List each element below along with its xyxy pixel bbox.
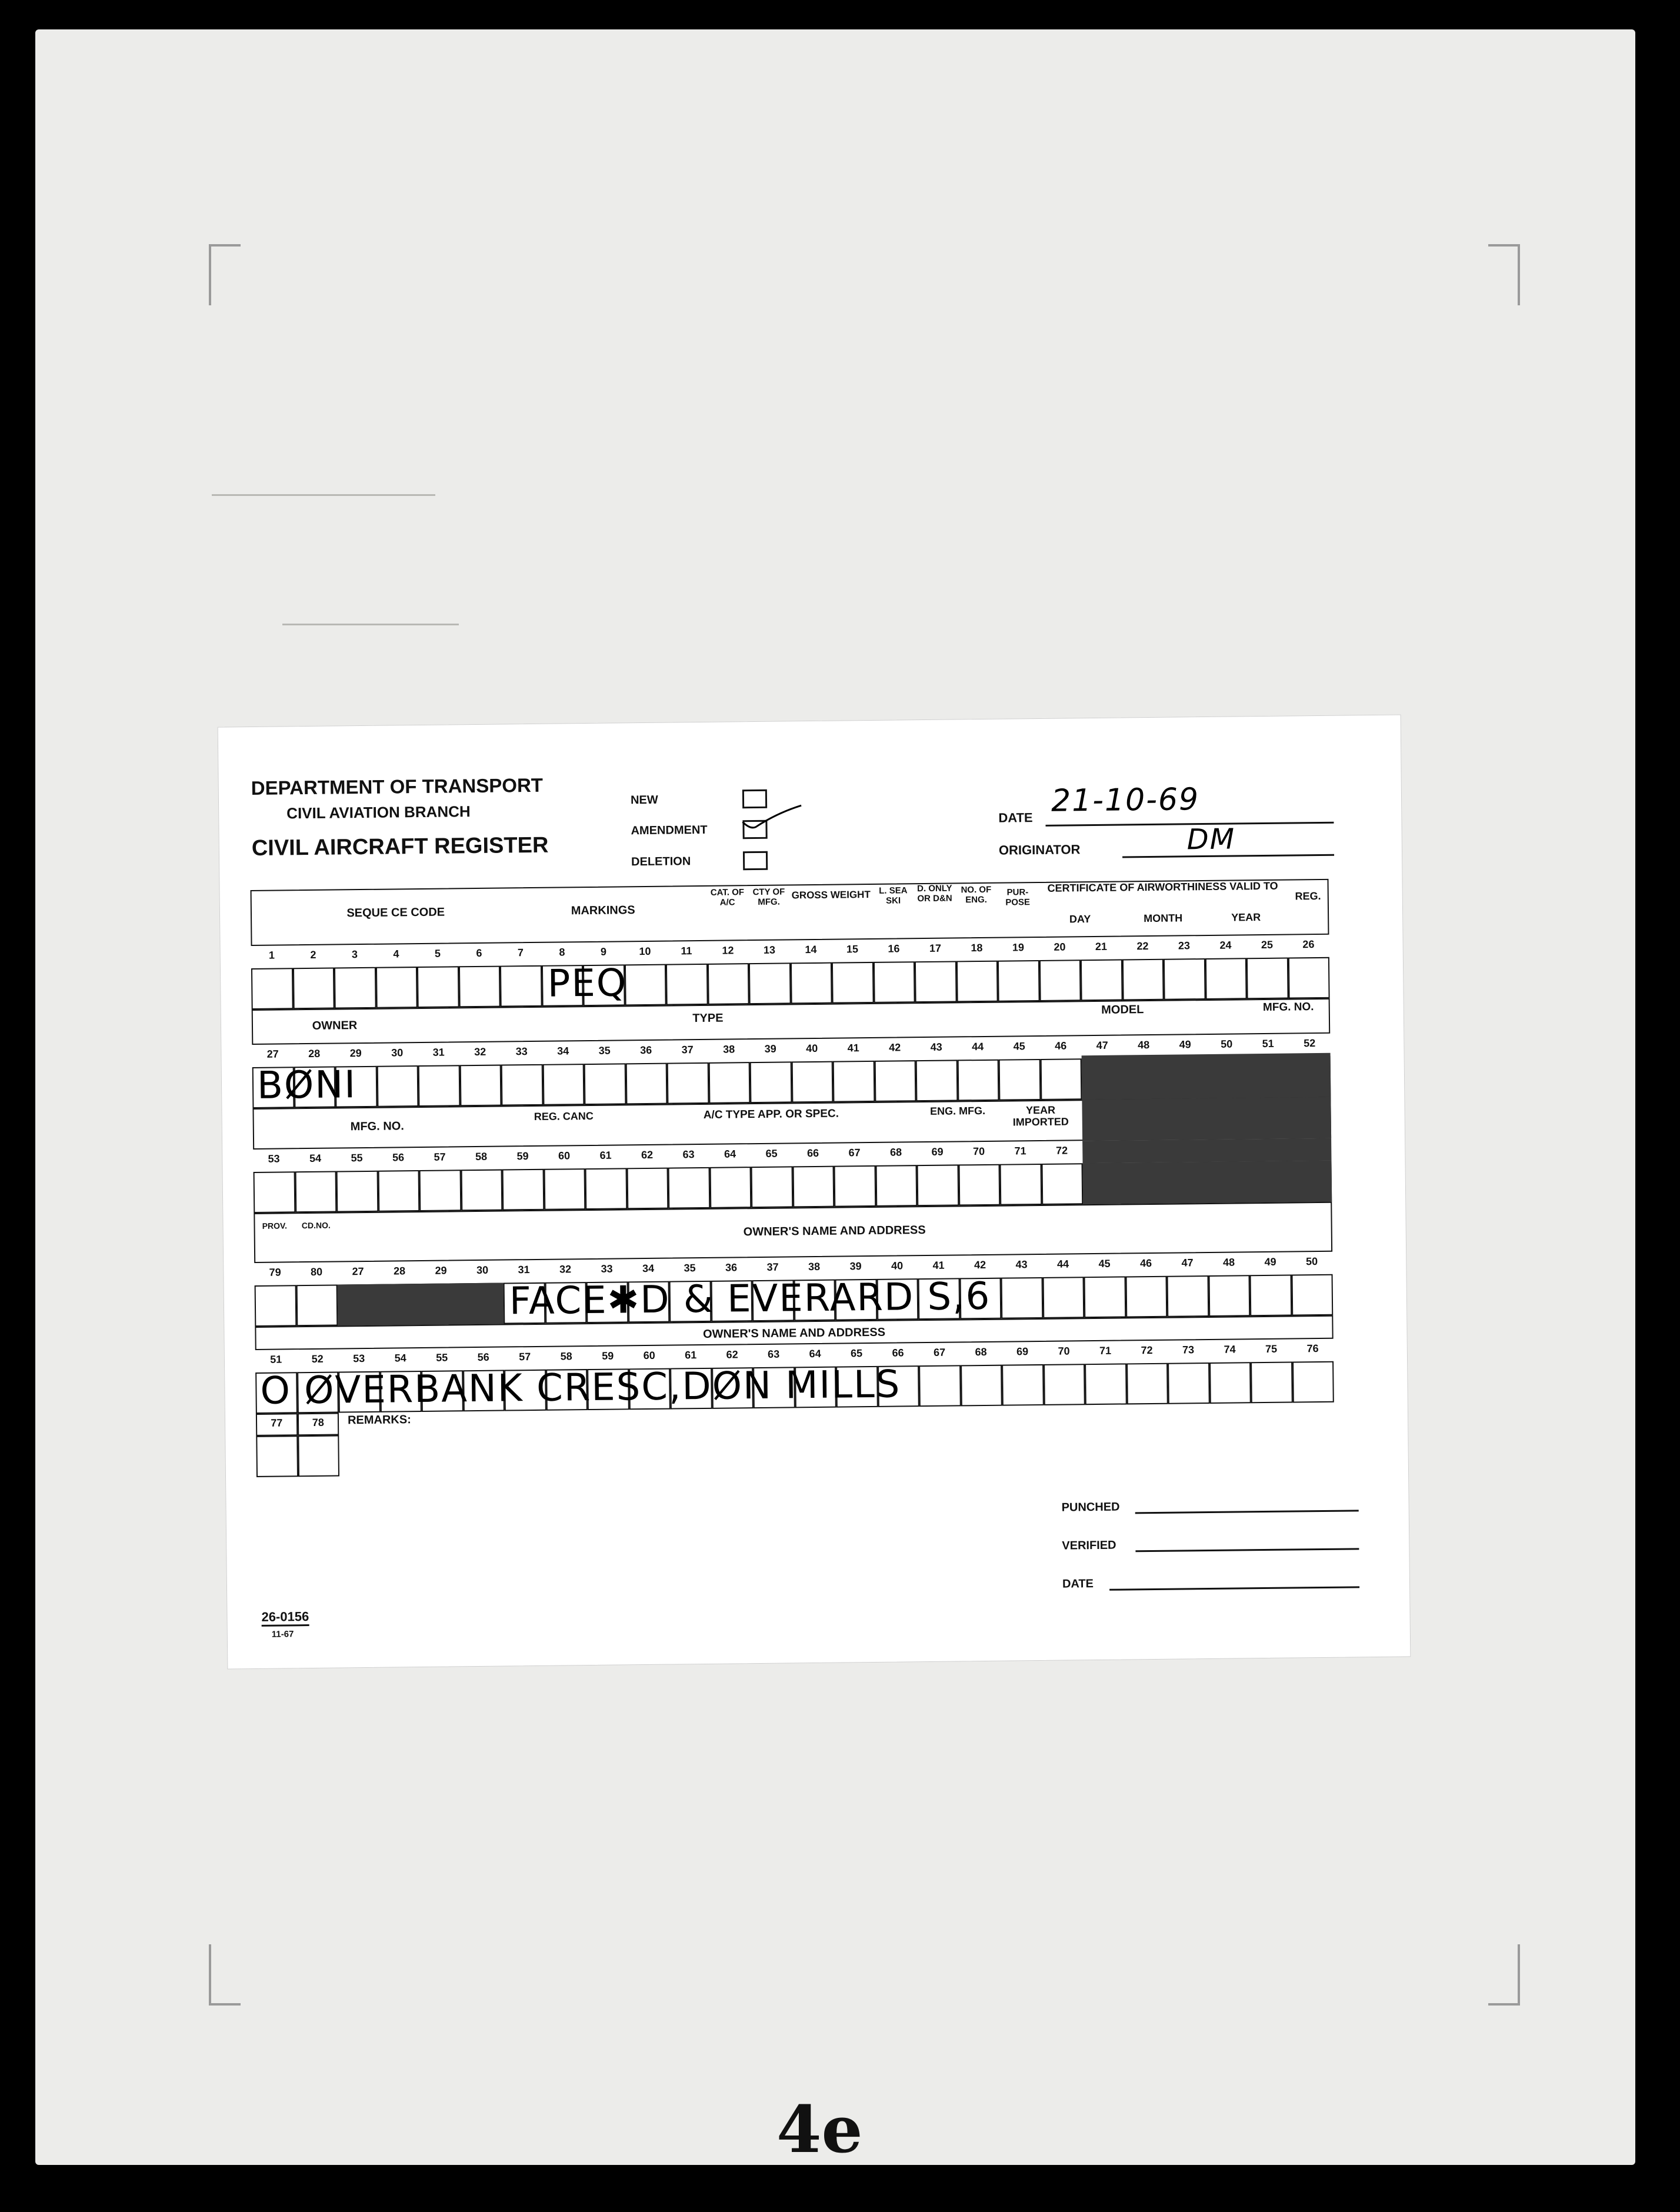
row5-col-number: 75	[1265, 1342, 1278, 1355]
row1-entry-cell[interactable]	[666, 964, 708, 1005]
row1-col-number: 17	[929, 942, 942, 954]
row3-entry-cell[interactable]	[751, 1166, 793, 1208]
row5-entry-cell[interactable]	[1002, 1364, 1044, 1406]
row1-col-number: 14	[805, 943, 817, 956]
row4-entry-cell[interactable]	[1250, 1275, 1292, 1317]
row3-col-number: 59	[516, 1150, 529, 1162]
row1-col-number: 2	[310, 948, 316, 961]
row1-entry-cell[interactable]	[1081, 959, 1122, 1001]
row3-col-number: 53	[268, 1152, 280, 1165]
row1-col-number: 5	[434, 947, 441, 960]
row3-col-number: 69	[931, 1145, 944, 1158]
row2-col-number: 47	[1096, 1039, 1108, 1051]
row4-entry-cell[interactable]	[1208, 1275, 1250, 1317]
row5-entry-cell[interactable]	[1209, 1362, 1251, 1404]
row1-col-number: 4	[393, 948, 399, 960]
row6-col-number: 78	[312, 1416, 324, 1428]
row5-col-number: 74	[1224, 1343, 1236, 1355]
row4-col-number: 33	[601, 1262, 613, 1275]
row1-entry-cell[interactable]	[334, 967, 376, 1009]
row3-entry-cell[interactable]	[378, 1170, 419, 1212]
row5-col-number: 57	[519, 1351, 531, 1363]
row5-col-number: 59	[602, 1350, 614, 1362]
ghost-mark	[212, 494, 435, 496]
row4-col-number: 41	[932, 1259, 945, 1271]
row1-col-number: 26	[1302, 938, 1315, 951]
row1-entry-cell[interactable]	[915, 961, 956, 1002]
row2-entry-cell[interactable]	[791, 1061, 833, 1103]
row2-entry-cell[interactable]	[459, 1065, 501, 1107]
row4-col-number: 48	[1222, 1256, 1235, 1268]
row1-col-number: 20	[1054, 941, 1066, 953]
form-number: 26-0156	[261, 1609, 309, 1627]
row2-entry-cell[interactable]	[501, 1064, 543, 1106]
row2-col-number: 43	[930, 1041, 942, 1053]
originator-label: ORIGINATOR	[998, 842, 1081, 858]
reg-header: REG.	[1295, 890, 1321, 902]
row5-col-number: 56	[477, 1351, 489, 1364]
row3-entry-cell[interactable]	[792, 1166, 834, 1208]
deletion-checkbox[interactable]	[743, 851, 768, 870]
row5-entry-cell[interactable]	[1044, 1364, 1085, 1405]
row4-entry-cell[interactable]	[1001, 1277, 1043, 1319]
row5-entry-cell[interactable]	[1126, 1363, 1168, 1405]
row1-col-number: 9	[600, 945, 607, 958]
row3-col-number: 58	[475, 1150, 488, 1163]
verified-line	[1135, 1548, 1359, 1552]
row2-col-number: 48	[1138, 1039, 1150, 1051]
row5-col-number: 66	[892, 1347, 904, 1359]
markings-value[interactable]: PEQ	[547, 961, 628, 1006]
row1-entry-cell[interactable]	[292, 968, 334, 1010]
row4-entry-cell[interactable]	[296, 1284, 338, 1326]
new-label: NEW	[630, 793, 658, 807]
row2-col-number: 35	[598, 1044, 611, 1057]
row6-entry-cell[interactable]	[256, 1435, 298, 1477]
row3-col-number: 55	[351, 1152, 363, 1164]
row4-col-number: 46	[1139, 1257, 1152, 1270]
sea-ski-header: L. SEA SKI	[879, 885, 908, 906]
row2-entry-cell[interactable]	[542, 1064, 584, 1105]
row4-col-number: 29	[435, 1264, 447, 1277]
row2-col-number: 36	[640, 1044, 652, 1057]
row1-col-number: 18	[971, 941, 983, 954]
row2-col-number: 27	[266, 1048, 279, 1060]
row3-col-number: 68	[889, 1146, 902, 1158]
row2-col-number: 37	[681, 1044, 694, 1056]
row5-col-number: 64	[809, 1347, 821, 1360]
date-label: DATE	[998, 810, 1033, 825]
row2-entry-cell[interactable]	[667, 1062, 709, 1104]
deletion-label: DELETION	[631, 855, 691, 869]
row6-entry-cell[interactable]	[298, 1435, 339, 1477]
originator-value[interactable]: DM	[1186, 822, 1236, 857]
row4-entry-cell[interactable]	[1042, 1277, 1084, 1318]
owner-address-value[interactable]: O ØVERBANK CRESC,DØN MILLS	[260, 1362, 901, 1413]
row3-entry-cell[interactable]	[1000, 1164, 1042, 1205]
row3-entry-cell[interactable]	[254, 1171, 295, 1213]
row5-col-number: 67	[933, 1346, 946, 1358]
row1-col-number: 15	[846, 943, 859, 955]
owner-header: OWNER	[312, 1019, 358, 1032]
crop-mark-bottom-right	[1488, 1944, 1520, 2006]
row3-entry-cell[interactable]	[875, 1165, 917, 1207]
row5-col-number: 54	[394, 1352, 406, 1364]
shaded-block	[1082, 1097, 1331, 1141]
row3-col-number: 71	[1014, 1145, 1026, 1157]
row1-col-number: 25	[1261, 938, 1274, 951]
month-header: MONTH	[1144, 912, 1183, 925]
row4-col-number: 37	[766, 1261, 779, 1273]
row1-entry-cell[interactable]	[1039, 960, 1081, 1001]
row2-entry-cell[interactable]	[916, 1060, 958, 1101]
row2-entry-cell[interactable]	[376, 1065, 418, 1107]
row1-entry-cell[interactable]	[1288, 957, 1329, 999]
register-card	[218, 715, 1411, 1670]
crop-mark-top-right	[1488, 244, 1520, 305]
eng-mfg-header: ENG. MFG.	[929, 1104, 986, 1117]
row4-col-number: 39	[849, 1260, 862, 1272]
row5-col-number: 62	[726, 1348, 738, 1361]
row3-col-number: 60	[558, 1150, 571, 1162]
row2-col-number: 51	[1262, 1037, 1274, 1050]
row2-col-number: 34	[557, 1045, 569, 1057]
row5-col-number: 68	[975, 1345, 987, 1358]
row5-col-number: 60	[643, 1349, 655, 1362]
owner-value[interactable]: BØNI	[256, 1063, 357, 1108]
row2-entry-cell[interactable]	[750, 1061, 792, 1103]
row1-entry-cell[interactable]	[998, 960, 1039, 1002]
row3-entry-cell[interactable]	[544, 1168, 585, 1210]
shaded-block	[338, 1283, 504, 1326]
row5-col-number: 58	[560, 1350, 572, 1362]
row1-entry-cell[interactable]	[832, 962, 874, 1004]
row2-col-number: 30	[391, 1047, 404, 1059]
row2-col-number: 50	[1221, 1038, 1233, 1050]
row3-col-number: 65	[765, 1147, 778, 1160]
mfg-no-header: MFG. NO.	[350, 1120, 404, 1134]
row5-entry-cell[interactable]	[961, 1365, 1002, 1407]
row3-entry-cell[interactable]	[958, 1164, 1000, 1206]
footer-date-line	[1109, 1586, 1359, 1590]
row3-col-number: 67	[848, 1147, 861, 1159]
row5-entry-cell[interactable]	[1292, 1361, 1334, 1403]
row4-col-number: 47	[1181, 1257, 1194, 1269]
row2-col-number: 40	[806, 1042, 818, 1055]
row2-col-number: 28	[308, 1047, 321, 1060]
row6-col-number: 77	[271, 1417, 283, 1429]
row3-entry-cell[interactable]	[668, 1167, 710, 1209]
row4-col-number: 27	[352, 1265, 364, 1278]
punched-line	[1135, 1510, 1359, 1514]
row1-entry-cell[interactable]	[624, 964, 666, 1006]
row3-entry-cell[interactable]	[336, 1171, 378, 1212]
ac-type-header: A/C TYPE APP. OR SPEC.	[703, 1107, 839, 1121]
row5-col-number: 51	[270, 1353, 282, 1365]
cty-header: CTY OF MFG.	[752, 887, 785, 907]
date-value[interactable]: 21-10-69	[1051, 782, 1200, 819]
row4-entry-cell[interactable]	[1125, 1276, 1167, 1318]
certificate-header: CERTIFICATE OF AIRWORTHINESS VALID TO	[1047, 880, 1278, 894]
row3-col-number: 64	[724, 1148, 736, 1160]
row5-col-number: 55	[436, 1351, 448, 1364]
row1-entry-cell[interactable]	[1164, 958, 1205, 1000]
row1-entry-cell[interactable]	[500, 965, 542, 1007]
row2-col-number: 39	[764, 1042, 776, 1055]
row3-entry-cell[interactable]	[917, 1164, 959, 1206]
row1-entry-cell[interactable]	[1246, 958, 1288, 1000]
row2-entry-cell[interactable]	[584, 1063, 626, 1105]
row5-col-number: 70	[1058, 1345, 1070, 1357]
row3-col-number: 63	[682, 1148, 695, 1161]
row1-col-number: 19	[1012, 941, 1025, 954]
row5-col-number: 69	[1016, 1345, 1029, 1358]
row1-col-number: 8	[559, 946, 565, 958]
row3-col-number: 54	[309, 1152, 322, 1164]
row4-col-number: 43	[1015, 1258, 1028, 1271]
row3-col-number: 57	[434, 1151, 446, 1163]
row1-entry-cell[interactable]	[956, 961, 998, 1002]
row1-col-number: 16	[888, 942, 900, 955]
row4-col-number: 32	[559, 1263, 572, 1275]
crop-mark-top-left	[209, 244, 241, 305]
ghost-mark	[282, 624, 459, 625]
row1-entry-cell[interactable]	[749, 962, 791, 1004]
crop-mark-bottom-left	[209, 1944, 241, 2006]
row1-col-number: 7	[517, 947, 524, 959]
row3-entry-cell[interactable]	[585, 1168, 627, 1210]
model-header: MODEL	[1101, 1003, 1144, 1017]
row3-col-number: 62	[641, 1148, 654, 1161]
row2-col-number: 32	[474, 1045, 486, 1058]
row3-col-number: 56	[392, 1151, 405, 1164]
row1-entry-cell[interactable]	[707, 963, 749, 1005]
row4-col-number: 34	[642, 1262, 655, 1275]
row1-entry-cell[interactable]	[1205, 958, 1246, 1000]
gross-weight-header: GROSS WEIGHT	[791, 888, 871, 901]
shaded-block	[1083, 1161, 1332, 1204]
row2-col-number: 42	[889, 1041, 901, 1054]
prov-header: PROV.	[262, 1221, 288, 1231]
purpose-header: PUR- POSE	[1005, 887, 1031, 908]
year-header: YEAR	[1231, 911, 1261, 924]
row3-entry-cell[interactable]	[502, 1169, 544, 1211]
row4-col-number: 79	[269, 1266, 281, 1278]
row1-col-number: 24	[1219, 939, 1232, 951]
row1-col-number: 6	[476, 947, 482, 959]
row1-entry-cell[interactable]	[1122, 959, 1164, 1001]
row5-col-number: 52	[311, 1352, 324, 1365]
punched-label: PUNCHED	[1061, 1500, 1120, 1514]
photo-mount-sheet	[35, 29, 1635, 2165]
mfg-no-header-2: MFG. NO.	[1262, 1001, 1314, 1014]
no-eng-header: NO. OF ENG.	[961, 884, 992, 905]
row3-entry-cell[interactable]	[834, 1165, 876, 1207]
row3-entry-cell[interactable]	[1041, 1163, 1083, 1205]
row3-entry-cell[interactable]	[626, 1168, 668, 1210]
row2-col-number: 46	[1055, 1040, 1067, 1052]
row3-col-number: 72	[1055, 1144, 1068, 1157]
row5-col-number: 63	[768, 1348, 780, 1360]
row1-col-number: 1	[268, 949, 275, 961]
row4-col-number: 40	[891, 1260, 904, 1272]
row1-entry-cell[interactable]	[790, 962, 832, 1004]
row1-col-number: 22	[1136, 940, 1149, 952]
row1-entry-cell[interactable]	[417, 966, 459, 1008]
row5-col-number: 71	[1099, 1344, 1112, 1357]
row4-entry-cell[interactable]	[1291, 1274, 1333, 1316]
row4-col-number: 50	[1305, 1255, 1318, 1268]
row3-col-number: 70	[972, 1145, 985, 1158]
row4-col-number: 28	[393, 1265, 406, 1277]
branch-title: CIVIL AVIATION BRANCH	[286, 802, 471, 822]
row5-entry-cell[interactable]	[1168, 1362, 1209, 1404]
row4-col-number: 35	[684, 1262, 696, 1274]
row1-col-number: 3	[351, 948, 358, 961]
row1-col-number: 13	[763, 944, 776, 956]
row4-col-number: 42	[974, 1258, 986, 1271]
reg-canc-header: REG. CANC	[534, 1110, 594, 1122]
shaded-block	[1082, 1138, 1331, 1163]
row1-entry-cell[interactable]	[251, 968, 293, 1010]
shaded-block	[1082, 1053, 1331, 1100]
row2-col-number: 29	[349, 1047, 362, 1060]
footer-date-label: DATE	[1062, 1577, 1094, 1591]
row4-entry-cell[interactable]	[1167, 1275, 1209, 1317]
row1-col-number: 23	[1178, 940, 1191, 952]
row3-entry-cell[interactable]	[419, 1170, 461, 1211]
page-mark: 4e	[776, 2091, 863, 2167]
row1-col-number: 12	[722, 944, 734, 957]
row5-col-number: 72	[1141, 1344, 1153, 1357]
amendment-label: AMENDMENT	[631, 823, 708, 838]
row5-entry-cell[interactable]	[1085, 1363, 1126, 1405]
owners-name-header-2: OWNER'S NAME AND ADDRESS	[702, 1325, 886, 1341]
row2-entry-cell[interactable]	[874, 1060, 916, 1102]
remarks-label: REMARKS:	[347, 1413, 411, 1427]
amendment-check-mark	[736, 801, 808, 837]
markings-header: MARKINGS	[571, 904, 635, 918]
d-only-header: D. ONLY OR D&N	[917, 883, 952, 904]
row3-col-number: 66	[806, 1147, 819, 1160]
row2-col-number: 49	[1179, 1038, 1191, 1051]
row4-col-number: 31	[518, 1264, 530, 1276]
row1-col-number: 10	[639, 945, 651, 958]
row3-col-number: 61	[599, 1149, 612, 1161]
row2-col-number: 44	[972, 1040, 984, 1053]
row4-entry-cell[interactable]	[1084, 1276, 1126, 1318]
department-title: DEPARTMENT OF TRANSPORT	[251, 774, 544, 799]
row2-col-number: 31	[432, 1046, 445, 1058]
row1-entry-cell[interactable]	[375, 967, 417, 1008]
row2-entry-cell[interactable]	[833, 1061, 875, 1102]
row5-col-number: 65	[851, 1347, 863, 1360]
row2-entry-cell[interactable]	[625, 1063, 667, 1105]
form-revision: 11-67	[271, 1629, 294, 1640]
row3-entry-cell[interactable]	[295, 1171, 336, 1213]
row2-col-number: 41	[847, 1042, 859, 1054]
row5-col-number: 61	[685, 1349, 697, 1361]
row2-entry-cell[interactable]	[957, 1060, 999, 1101]
owners-name-header-1: OWNER'S NAME AND ADDRESS	[743, 1224, 926, 1239]
row4-col-number: 45	[1098, 1257, 1111, 1270]
owner-name-value[interactable]: FACE✱D & EVERARD S,6	[509, 1274, 991, 1324]
register-title: CIVIL AIRCRAFT REGISTER	[251, 832, 549, 861]
row3-entry-cell[interactable]	[461, 1170, 502, 1211]
row1-entry-cell[interactable]	[458, 966, 500, 1008]
row4-col-number: 80	[311, 1265, 323, 1278]
row4-entry-cell[interactable]	[255, 1285, 296, 1327]
row2-col-number: 38	[723, 1043, 735, 1055]
row3-entry-cell[interactable]	[709, 1167, 751, 1208]
row5-col-number: 76	[1306, 1342, 1319, 1355]
type-header: TYPE	[692, 1011, 724, 1025]
row4-col-number: 44	[1056, 1258, 1069, 1270]
row1-col-number: 11	[681, 945, 692, 957]
row2-col-number: 45	[1013, 1040, 1025, 1052]
row2-col-number: 52	[1304, 1037, 1316, 1050]
row1-entry-cell[interactable]	[873, 961, 915, 1003]
row4-col-number: 30	[476, 1264, 489, 1277]
cat-header: CAT. OF A/C	[710, 887, 745, 908]
row2-entry-cell[interactable]	[418, 1065, 460, 1107]
verified-label: VERIFIED	[1062, 1538, 1116, 1553]
sequence-code-header: SEQUE CE CODE	[346, 905, 445, 920]
row2-entry-cell[interactable]	[1040, 1058, 1082, 1100]
row5-entry-cell[interactable]	[919, 1365, 961, 1407]
year-imported-header: YEAR IMPORTED	[1012, 1104, 1069, 1128]
row4-col-number: 36	[725, 1261, 738, 1274]
row5-col-number: 73	[1182, 1344, 1195, 1356]
row4-col-number: 49	[1264, 1255, 1276, 1268]
row5-entry-cell[interactable]	[1251, 1362, 1292, 1404]
day-header: DAY	[1069, 913, 1091, 925]
row4-col-number: 38	[808, 1260, 821, 1273]
row2-entry-cell[interactable]	[999, 1059, 1041, 1101]
row2-entry-cell[interactable]	[708, 1062, 750, 1104]
row5-col-number: 53	[353, 1352, 365, 1365]
row2-col-number: 33	[515, 1045, 528, 1058]
row1-col-number: 21	[1095, 940, 1108, 952]
cd-no-header: CD.NO.	[301, 1220, 331, 1231]
